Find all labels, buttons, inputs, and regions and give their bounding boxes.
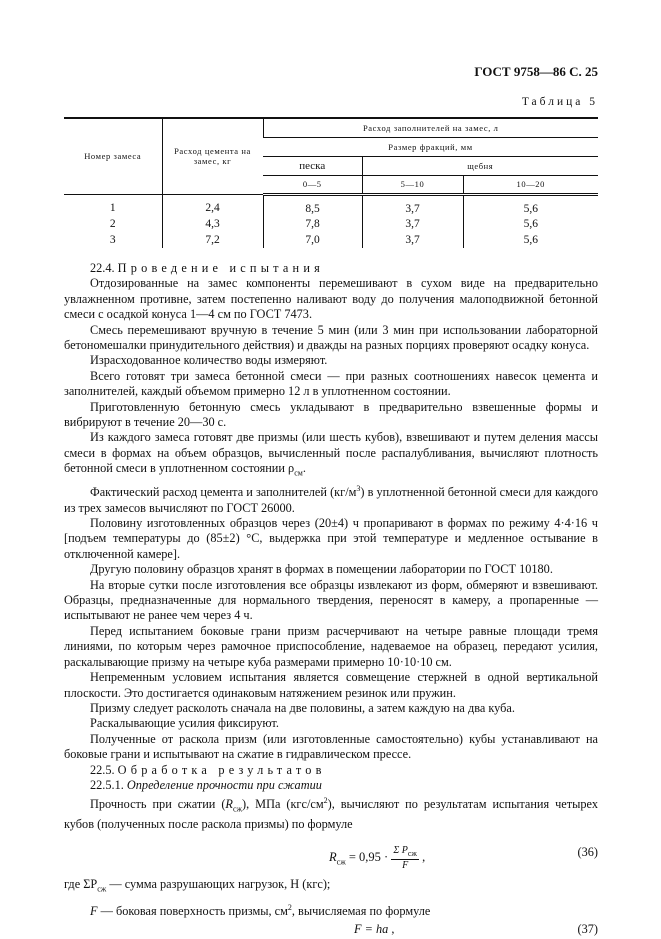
paragraph: Непременным условием испытания является совмещение стержней в одной вертикальной плоскости. Это достигается одинаковым натяжением резинок или пружин.	[64, 670, 598, 700]
paragraph-text: Фактический расход цемента и заполнителей (кг/м	[90, 485, 357, 500]
paragraph-text: Из каждого замеса готовят две призмы (или шесть кубов), взвешивают и путем деления массы смеси в формах на объем образцов, вычисленный после распалубливания, вычисляют плотность бетонной смеси в уплотненном состоянии ρ	[64, 430, 598, 476]
cell: 3	[109, 234, 116, 246]
section-number: 22.5.	[90, 762, 115, 777]
col-header-gravel: щебня	[362, 156, 598, 175]
subscript: сж	[232, 804, 243, 814]
where-text: — боковая поверхность призмы, см	[97, 903, 288, 918]
paragraph	[64, 481, 598, 516]
formula-36	[64, 833, 598, 877]
paragraph: Полученные от раскола призм (или изготовленные самостоятельно) кубы устанавливают на боковые грани и испытывают на сжатие в гидравлическом прессе.	[64, 731, 598, 762]
section-title: Обработка результатов	[117, 762, 326, 777]
body-text	[64, 261, 598, 939]
symbol: F	[90, 903, 98, 918]
paragraph: Смесь перемешивают вручную в течение 5 мин (или 3 мин при использовании лабораторной бетономешалки принудительного действия) и дважды на разных порциях проверяют осадку конуса.	[64, 322, 598, 353]
subscript: сж	[336, 857, 346, 867]
numerator: Σ P	[393, 844, 408, 856]
paragraph-text: ), МПа (кгс/см	[242, 797, 324, 812]
subscript: см	[294, 468, 303, 478]
paragraph: Отдозированные на замес компоненты перемешивают в сухом виде на предварительно увлажненном противне, затем постепенно наливают воду до получения малоподвижной бетонной смеси с осадкой конуса 1—4 см по ГОСТ 7473.	[64, 276, 598, 322]
cell: 2	[109, 218, 116, 230]
col-header-sand: песка	[263, 156, 362, 175]
paragraph-text: Прочность при сжатии (	[90, 797, 226, 812]
superscript: 2	[287, 902, 292, 912]
superscript: 2	[323, 796, 328, 806]
equation-number: (37)	[577, 922, 598, 937]
symbol: R	[329, 849, 337, 864]
paragraph: Приготовленную бетонную смесь укладывают в предварительно взвешенные формы и вибрируют в течение 20—30 с.	[64, 399, 598, 430]
cell: 4,3	[162, 216, 263, 232]
where-line-1	[64, 877, 598, 897]
col-header-aggregates: Расход заполнителей на замес, л	[263, 118, 598, 137]
paragraph: Раскалывающие усилия фиксируют.	[90, 716, 279, 731]
col-header-cement: Расход цемента на замес, кг	[162, 118, 263, 194]
paragraph-text: ) в уплотненной бетонной смеси для каждого из трех замесов вычисляют по ГОСТ 26000.	[64, 485, 598, 515]
section-number: 22.5.1.	[90, 777, 124, 792]
paragraph: Половину изготовленных образцов через (20±4) ч пропаривают в формах по режиму 4·4·16 ч [подъем температуры до (85±2) °С, выдержка при этой температуре и медленное остывание в отключенной камере].	[64, 516, 598, 561]
paragraph	[64, 793, 598, 832]
col-header-number: Номер замеса	[64, 118, 162, 194]
table-caption: Таблица 5	[521, 96, 598, 108]
paragraph: Всего готовят три замеса бетонной смеси — при разных соотношениях навесок цемента и заполнителей, каждый объемом примерно 12 л в уплотненном состоянии.	[64, 368, 598, 399]
page-header: ГОСТ 9758—86 С. 25	[474, 64, 598, 79]
formula-text: ,	[418, 849, 426, 864]
cell: 8,5	[263, 194, 362, 216]
cell: 5,6	[463, 232, 598, 248]
paragraph	[64, 430, 598, 481]
mix-table	[64, 117, 598, 248]
cell: 3,7	[362, 232, 463, 248]
paragraph: На вторые сутки после изготовления все образцы извлекают из форм, обмеряют и взвешивают. Образцы, предназначенные для нормального твердения, переносят в камеру, а пропаренные — испытывают не ранее чем через 4 ч.	[64, 577, 598, 623]
cell: 7,0	[263, 232, 362, 248]
paragraph: Другую половину образцов хранят в формах в помещении лаборатории по ГОСТ 10180.	[90, 562, 553, 577]
cell: 5,6	[463, 216, 598, 232]
subsection-heading	[64, 778, 598, 793]
section-number: 22.4.	[90, 261, 115, 275]
table-row	[64, 194, 598, 216]
superscript: 3	[356, 484, 361, 494]
section-title: Определение прочности при сжатии	[126, 777, 322, 792]
section-title: Проведение испытания	[117, 261, 324, 275]
formula-text: ,	[388, 922, 395, 937]
symbol: R	[225, 797, 233, 812]
paragraph: Израсходованное количество воды измеряют.	[90, 353, 328, 368]
formula-text: F = ha	[354, 922, 389, 937]
subscript: сж	[97, 884, 107, 894]
formula-text: = 0,95 ·	[345, 849, 392, 864]
paragraph-text: ), вычисляют по результатам испытания четырех кубов (полученных после раскола призмы) по формуле	[64, 797, 598, 832]
cell: 1	[109, 202, 116, 215]
paragraph: Перед испытанием боковые грани призм расчерчивают на четыре равные площади тремя линиями, по которым через рамочное приспособление, надеваемое на образец, передают усилия, раскалывающие призму на четыре куба размерами примерно 10·10·10 см.	[64, 623, 598, 669]
formula-37	[64, 919, 598, 939]
col-header-f2: 5—10	[362, 175, 463, 194]
col-header-f1: 0—5	[263, 175, 362, 194]
where-text: где ΣP	[64, 876, 98, 891]
table-row	[64, 232, 598, 248]
section-heading-22-4	[64, 261, 598, 276]
denominator: F	[402, 859, 409, 871]
cell: 7,2	[162, 232, 263, 248]
table-row	[64, 216, 598, 232]
cell: 3,7	[362, 194, 463, 216]
col-header-f3: 10—20	[463, 175, 598, 194]
where-text: — сумма разрушающих нагрузок, Н (кгс);	[106, 876, 331, 891]
cell: 3,7	[362, 216, 463, 232]
col-header-fraction: Размер фракций, мм	[263, 137, 598, 156]
where-text: , вычисляемая по формуле	[291, 903, 431, 918]
paragraph-text: .	[302, 461, 306, 476]
where-line-2	[64, 900, 598, 920]
subscript: сж	[407, 848, 417, 858]
cell: 7,8	[263, 216, 362, 232]
section-heading-22-5	[64, 763, 598, 778]
cell: 2,4	[162, 194, 263, 216]
fraction	[391, 845, 419, 871]
equation-number: (36)	[577, 844, 598, 859]
cell: 5,6	[463, 194, 598, 216]
paragraph: Призму следует расколоть сначала на две половины, а затем каждую на два куба.	[90, 700, 515, 715]
